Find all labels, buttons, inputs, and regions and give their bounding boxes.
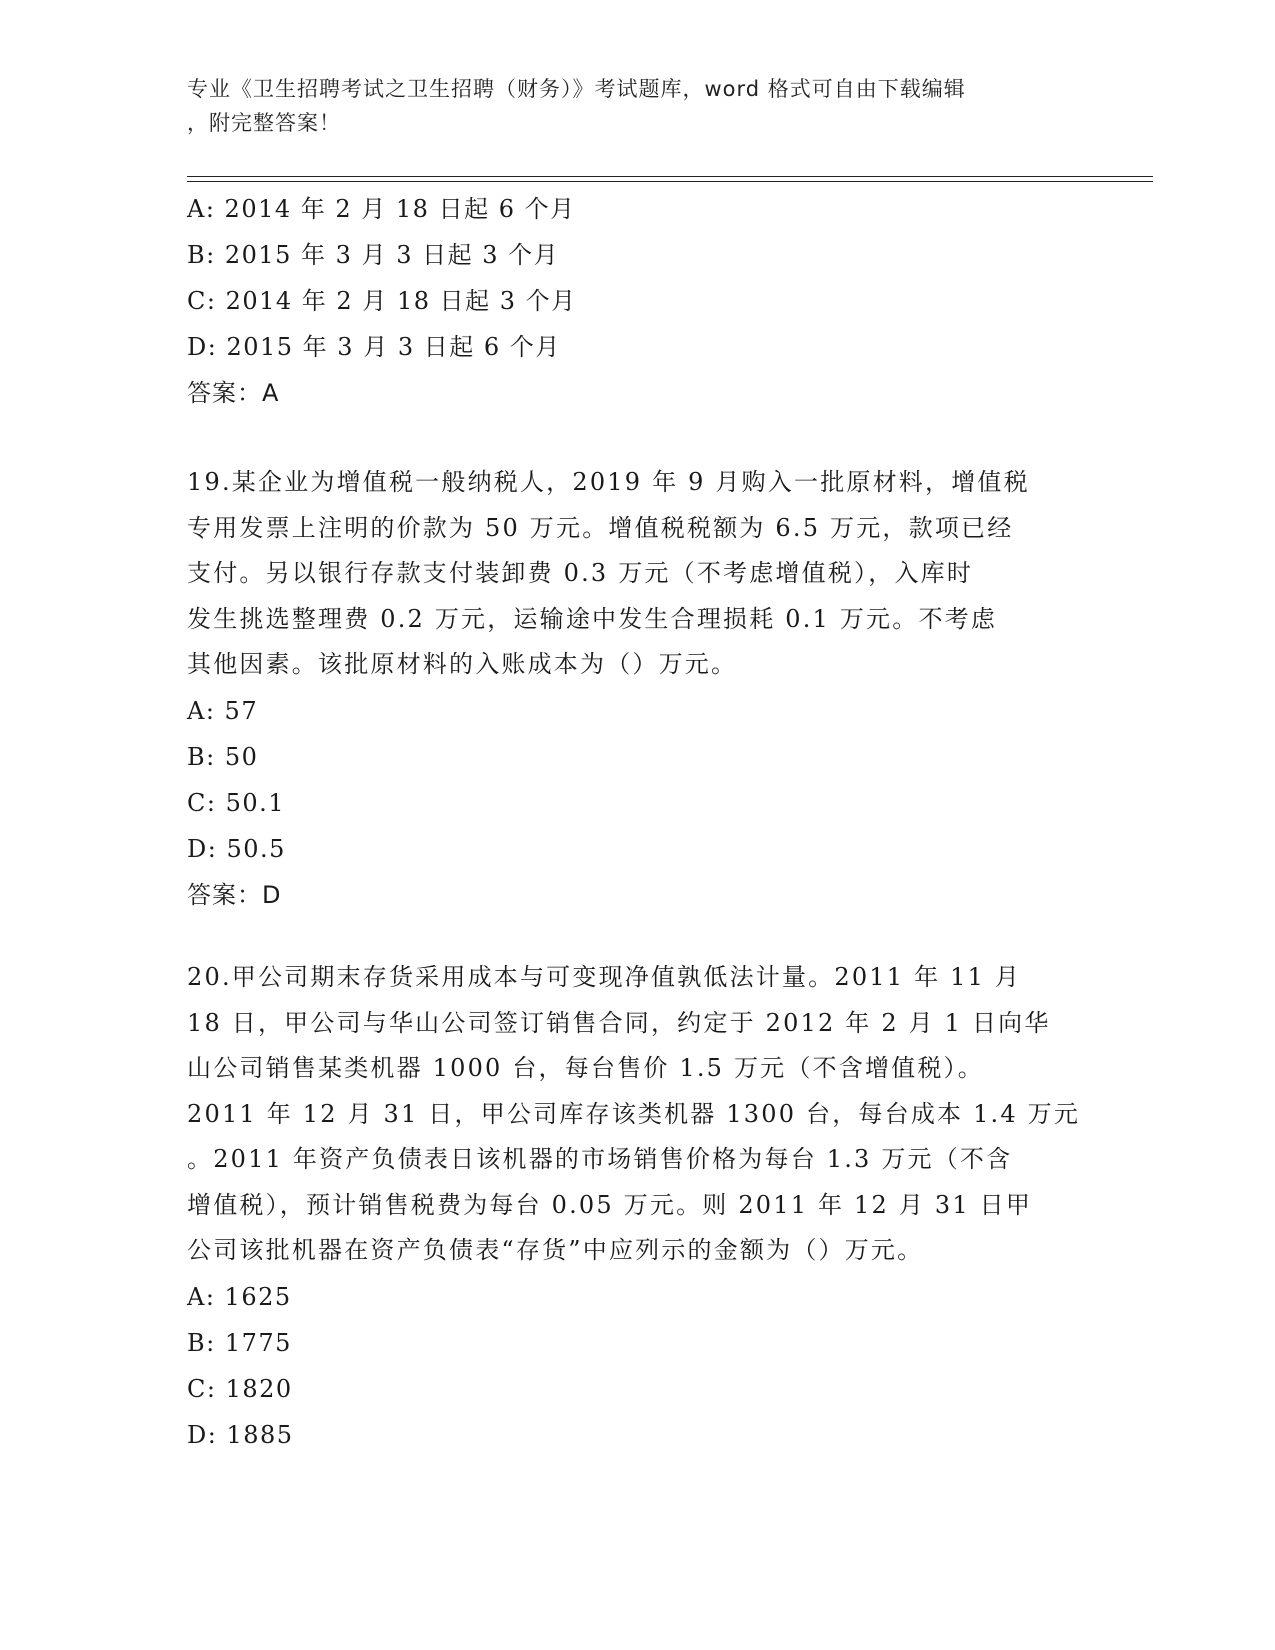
header-line-1: 专业《卫生招聘考试之卫生招聘（财务）》考试题库，word 格式可自由下载编辑 (187, 77, 966, 101)
question-19 (187, 460, 1087, 918)
document-header (187, 72, 1067, 140)
q19-option-c: C: 50.1 (187, 788, 286, 817)
q20-stem-line: 山公司销售某类机器 1000 台，每台售价 1.5 万元（不含增值税）。 (187, 1054, 984, 1082)
q20-option-a: A: 1625 (187, 1282, 292, 1311)
q19-stem-line: 19.某企业为增值税一般纳税人，2019 年 9 月购入一批原材料，增值税 (187, 468, 1030, 496)
q20-stem-line: 18 日，甲公司与华山公司签订销售合同，约定于 2012 年 2 月 1 日向华 (187, 1008, 1051, 1037)
q19-answer: 答案：D (187, 880, 282, 909)
q19-option-a: A: 57 (187, 696, 259, 725)
q18-answer: 答案：A (187, 379, 280, 407)
q18-option-b: B: 2015 年 3 月 3 日起 3 个月 (187, 241, 560, 269)
q20-stem-line: 公司该批机器在资产负债表“存货”中应列示的金额为（）万元。 (187, 1236, 924, 1264)
q19-stem (187, 460, 1087, 688)
q20-option-b: B: 1775 (187, 1328, 292, 1357)
q19-stem-line: 其他因素。该批原材料的入账成本为（）万元。 (187, 650, 738, 678)
q20-stem-line: 增值税），预计销售税费为每台 0.05 万元。则 2011 年 12 月 31 日甲 (187, 1190, 1033, 1219)
q20-option-d: D: 1885 (187, 1420, 294, 1449)
question-20 (187, 955, 1087, 1458)
q20-stem-line: 2011 年 12 月 31 日，甲公司库存该类机器 1300 台，每台成本 1.4 万元 (187, 1099, 1081, 1128)
header-line-2: ，附完整答案！ (187, 111, 341, 135)
header-rule-top (187, 176, 1153, 177)
header-rule-bottom (187, 181, 1153, 182)
q20-stem (187, 955, 1087, 1274)
q18-option-c: C: 2014 年 2 月 18 日起 3 个月 (187, 287, 577, 315)
q19-stem-line: 支付。另以银行存款支付装卸费 0.3 万元（不考虑增值税），入库时 (187, 559, 974, 587)
q18-option-a: A: 2014 年 2 月 18 日起 6 个月 (187, 195, 576, 223)
q20-stem-line: 。2011 年资产负债表日该机器的市场销售价格为每台 1.3 万元（不含 (187, 1145, 1013, 1173)
q18-option-d: D: 2015 年 3 月 3 日起 6 个月 (187, 333, 561, 361)
q19-option-d: D: 50.5 (187, 834, 286, 863)
question-18 (187, 186, 1087, 416)
q19-stem-line: 专用发票上注明的价款为 50 万元。增值税税额为 6.5 万元，款项已经 (187, 513, 1014, 542)
q20-stem-line: 20.甲公司期末存货采用成本与可变现净值孰低法计量。2011 年 11 月 (187, 963, 1022, 991)
q19-option-b: B: 50 (187, 742, 259, 771)
q19-stem-line: 发生挑选整理费 0.2 万元，运输途中发生合理损耗 0.1 万元。不考虑 (187, 604, 998, 633)
q20-option-c: C: 1820 (187, 1374, 293, 1403)
